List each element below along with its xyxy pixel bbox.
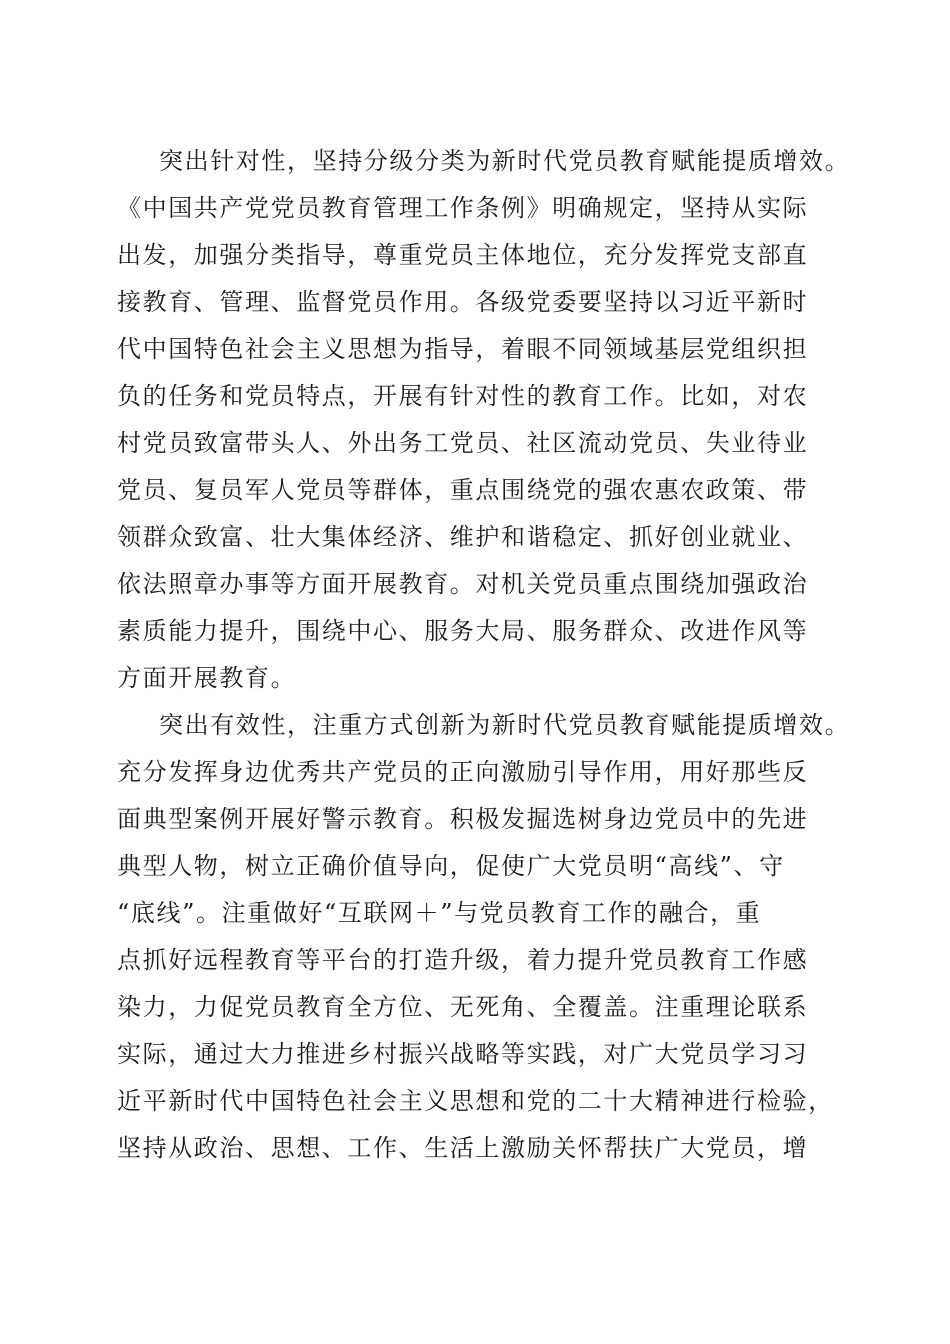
paragraph-1-line-9: 领群众致富、壮大集体经济、维护和谐稳定、抓好创业就业、 — [117, 523, 809, 551]
paragraph-2-line-2: 充分发挥身边优秀共产党员的正向激励引导作用，用好那些反 — [117, 758, 809, 786]
paragraph-1-line-1: 突出针对性，坚持分级分类为新时代党员教育赋能提质增效。 — [159, 147, 851, 175]
paragraph-1-line-8: 党员、复员军人党员等群体，重点围绕党的强农惠农政策、带 — [117, 476, 809, 504]
paragraph-2-line-9: 近平新时代中国特色社会主义思想和党的二十大精神进行检验， — [117, 1087, 834, 1115]
paragraph-1-line-10: 依法照章办事等方面开展教育。对机关党员重点围绕加强政治 — [117, 570, 809, 598]
paragraph-1-line-12: 方面开展教育。 — [117, 664, 297, 692]
paragraph-2-line-8: 实际，通过大力推进乡村振兴战略等实践，对广大党员学习习 — [117, 1040, 809, 1068]
paragraph-2-line-4: 典型人物，树立正确价值导向，促使广大党员明“高线”、守 — [117, 852, 785, 880]
paragraph-2-line-7: 染力，力促党员教育全方位、无死角、全覆盖。注重理论联系 — [117, 993, 809, 1021]
paragraph-1-line-11: 素质能力提升，围绕中心、服务大局、服务群众、改进作风等 — [117, 617, 809, 645]
paragraph-2-line-1: 突出有效性，注重方式创新为新时代党员教育赋能提质增效。 — [159, 711, 851, 739]
paragraph-2-line-10: 坚持从政治、思想、工作、生活上激励关怀帮扶广大党员，增 — [117, 1134, 809, 1162]
paragraph-1-line-4: 接教育、管理、监督党员作用。各级党委要坚持以习近平新时 — [117, 288, 809, 316]
paragraph-1-line-6: 负的任务和党员特点，开展有针对性的教育工作。比如，对农 — [117, 382, 809, 410]
paragraph-2-line-3: 面典型案例开展好警示教育。积极发掘选树身边党员中的先进 — [117, 805, 809, 833]
paragraph-1-line-3: 出发，加强分类指导，尊重党员主体地位，充分发挥党支部直 — [117, 241, 809, 269]
paragraph-1-line-2: 《中国共产党党员教育管理工作条例》明确规定，坚持从实际 — [117, 194, 809, 222]
paragraph-1-line-7: 村党员致富带头人、外出务工党员、社区流动党员、失业待业 — [117, 429, 809, 457]
paragraph-2-line-5: “底线”。注重做好“互联网＋”与党员教育工作的融合，重 — [117, 899, 762, 927]
paragraph-1-line-5: 代中国特色社会主义思想为指导，着眼不同领域基层党组织担 — [117, 335, 809, 363]
paragraph-2-line-6: 点抓好远程教育等平台的打造升级，着力提升党员教育工作感 — [117, 946, 809, 974]
